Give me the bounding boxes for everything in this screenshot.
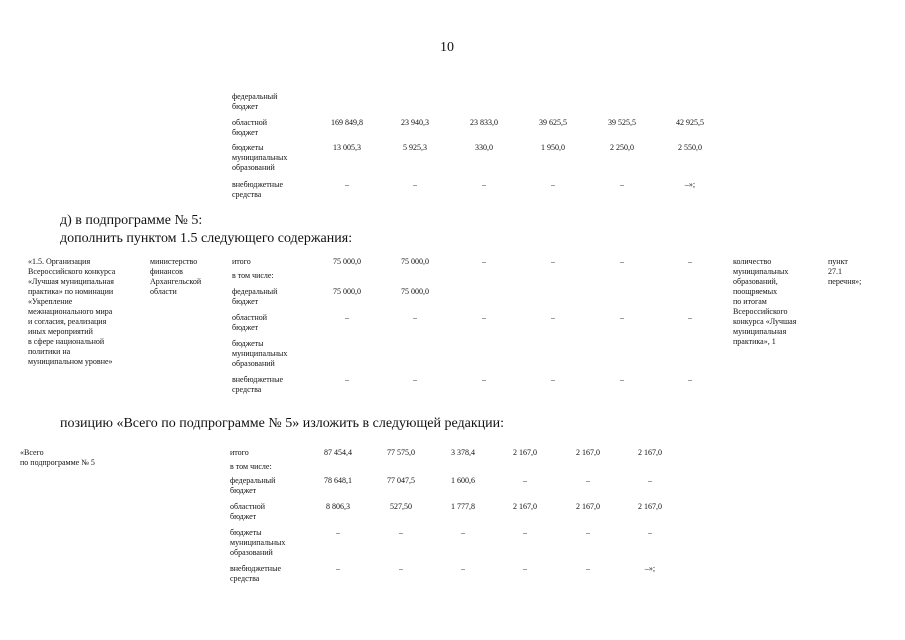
row-label: внебюджетные средства bbox=[230, 564, 281, 583]
cell-value: –»; bbox=[644, 564, 656, 573]
measure-name: «Всего по подпрограмме № 5 bbox=[20, 448, 95, 467]
cell-value: – bbox=[413, 375, 417, 384]
cell-value: 77 575,0 bbox=[387, 448, 415, 457]
cell-value: – bbox=[688, 257, 692, 266]
cell-value: 2 550,0 bbox=[678, 143, 702, 152]
row-label: внебюджетные средства bbox=[232, 375, 283, 394]
cell-value: – bbox=[336, 528, 340, 537]
row-label: федеральный бюджет bbox=[232, 92, 278, 111]
cell-value: 5 925,3 bbox=[403, 143, 427, 152]
cell-value: – bbox=[336, 564, 340, 573]
cell-value: 2 167,0 bbox=[513, 502, 537, 511]
cell-value: – bbox=[551, 257, 555, 266]
row-label: федеральный бюджет bbox=[230, 476, 276, 495]
row-label: областной бюджет bbox=[230, 502, 266, 521]
cell-value: – bbox=[345, 313, 349, 322]
cell-value: 78 648,1 bbox=[324, 476, 352, 485]
cell-value: – bbox=[648, 476, 652, 485]
cell-value: – bbox=[620, 180, 624, 189]
cell-value: – bbox=[551, 375, 555, 384]
row-label: бюджеты муниципальных образований bbox=[232, 339, 288, 368]
cell-value: – bbox=[413, 313, 417, 322]
cell-value: 2 167,0 bbox=[576, 448, 600, 457]
row-label: бюджеты муниципальных образований bbox=[232, 143, 288, 172]
cell-value: 42 925,5 bbox=[676, 118, 704, 127]
cell-value: – bbox=[523, 476, 527, 485]
cell-value: 39 625,5 bbox=[539, 118, 567, 127]
cell-value: 1 950,0 bbox=[541, 143, 565, 152]
cell-value: –»; bbox=[684, 180, 696, 189]
cell-value: 75 000,0 bbox=[401, 287, 429, 296]
section-heading: д) в подпрограмме № 5: bbox=[60, 213, 203, 228]
row-label: итого bbox=[232, 257, 251, 266]
cell-value: – bbox=[482, 375, 486, 384]
cell-value: 75 000,0 bbox=[333, 257, 361, 266]
cell-value: 2 167,0 bbox=[513, 448, 537, 457]
cell-value: 87 454,4 bbox=[324, 448, 352, 457]
section-heading: дополнить пунктом 1.5 следующего содержания: bbox=[60, 231, 353, 246]
cell-value: – bbox=[688, 313, 692, 322]
cell-value: – bbox=[586, 528, 590, 537]
cell-value: 527,50 bbox=[390, 502, 412, 511]
cell-value: 13 005,3 bbox=[333, 143, 361, 152]
cell-value: 330,0 bbox=[475, 143, 493, 152]
row-label: итого bbox=[230, 448, 249, 457]
row-label: федеральный бюджет bbox=[232, 287, 278, 306]
cell-value: – bbox=[551, 180, 555, 189]
cell-value: 23 940,3 bbox=[401, 118, 429, 127]
cell-value: – bbox=[551, 313, 555, 322]
cell-value: 23 833,0 bbox=[470, 118, 498, 127]
section-heading: позицию «Всего по подпрограмме № 5» изложить в следующей редакции: bbox=[60, 416, 505, 431]
cell-value: 75 000,0 bbox=[333, 287, 361, 296]
cell-value: – bbox=[345, 375, 349, 384]
cell-value: – bbox=[648, 528, 652, 537]
cell-value: – bbox=[461, 528, 465, 537]
cell-value: 1 600,6 bbox=[451, 476, 475, 485]
cell-value: 77 047,5 bbox=[387, 476, 415, 485]
measure-name: «1.5. Организация Всероссийского конкурса «Лучшая муниципальная практика» по номинации «Укрепление межнационального мира и согласия, реализация иных мероприятий в сфере национальной политики на муниципальном уровне» bbox=[28, 257, 116, 366]
cell-value: – bbox=[482, 313, 486, 322]
cell-value: 1 777,8 bbox=[451, 502, 475, 511]
cell-value: – bbox=[586, 476, 590, 485]
cell-value: – bbox=[586, 564, 590, 573]
reference: пункт 27.1 перечня»; bbox=[828, 257, 862, 286]
cell-value: 39 525,5 bbox=[608, 118, 636, 127]
row-label: внебюджетные средства bbox=[232, 180, 283, 199]
cell-value: – bbox=[688, 375, 692, 384]
row-label: бюджеты муниципальных образований bbox=[230, 528, 286, 557]
cell-value: – bbox=[620, 257, 624, 266]
cell-value: – bbox=[620, 375, 624, 384]
cell-value: – bbox=[399, 528, 403, 537]
row-label: в том числе: bbox=[232, 271, 274, 280]
cell-value: – bbox=[620, 313, 624, 322]
cell-value: – bbox=[413, 180, 417, 189]
target-indicator: количество муниципальных образований, поощряемых по итогам Всероссийского конкурса «Лучшая муниципальная практика», 1 bbox=[733, 257, 797, 346]
cell-value: 2 167,0 bbox=[576, 502, 600, 511]
row-label: в том числе: bbox=[230, 462, 272, 471]
row-label: областной бюджет bbox=[232, 118, 268, 137]
cell-value: 8 806,3 bbox=[326, 502, 350, 511]
cell-value: 169 849,8 bbox=[331, 118, 363, 127]
cell-value: – bbox=[482, 180, 486, 189]
cell-value: 2 167,0 bbox=[638, 448, 662, 457]
cell-value: 2 167,0 bbox=[638, 502, 662, 511]
cell-value: – bbox=[399, 564, 403, 573]
cell-value: – bbox=[345, 180, 349, 189]
cell-value: – bbox=[482, 257, 486, 266]
page-number: 10 bbox=[440, 40, 454, 55]
cell-value: – bbox=[523, 564, 527, 573]
cell-value: – bbox=[461, 564, 465, 573]
row-label: областной бюджет bbox=[232, 313, 268, 332]
cell-value: 2 250,0 bbox=[610, 143, 634, 152]
executor: министерство финансов Архангельской области bbox=[150, 257, 202, 296]
cell-value: – bbox=[523, 528, 527, 537]
cell-value: 3 378,4 bbox=[451, 448, 475, 457]
cell-value: 75 000,0 bbox=[401, 257, 429, 266]
